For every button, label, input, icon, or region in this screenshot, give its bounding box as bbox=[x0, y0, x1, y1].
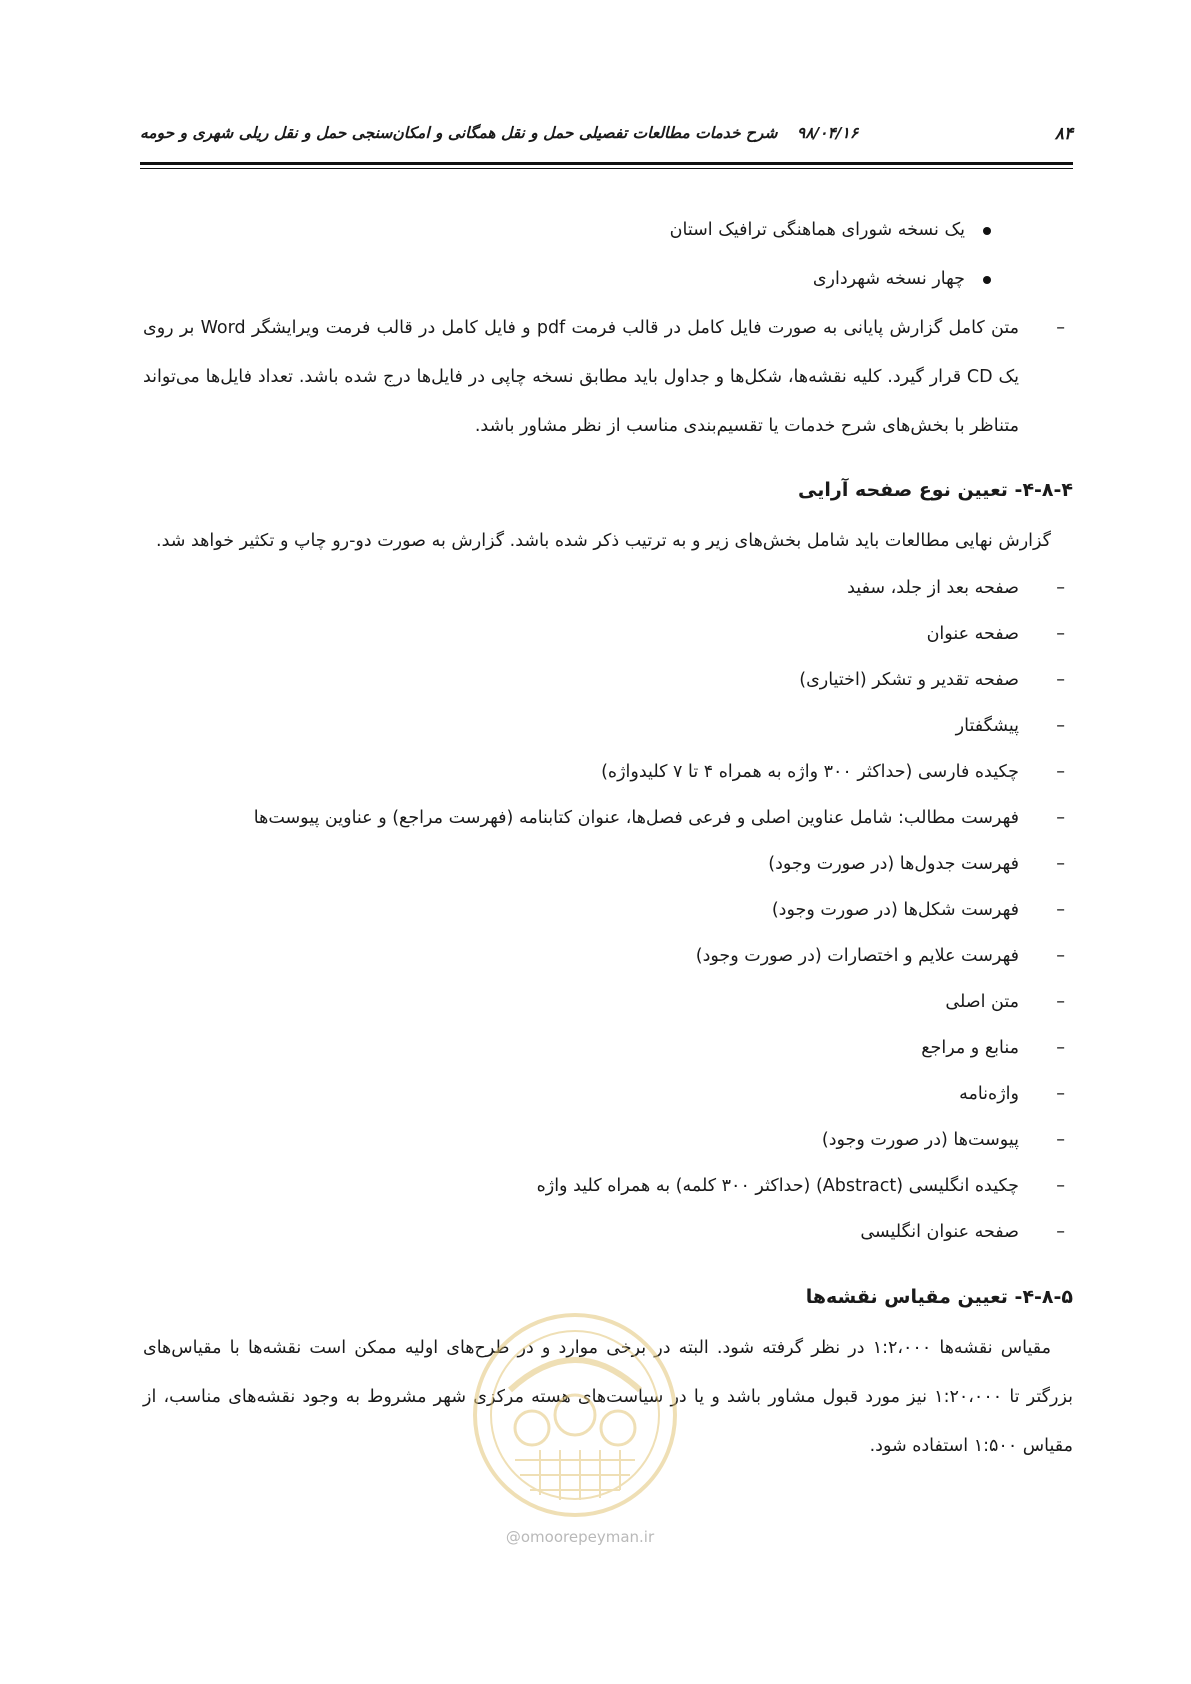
watermark-inner-ring bbox=[491, 1331, 659, 1499]
full-text-paragraph-text: متن کامل گزارش پایانی به صورت فایل کامل در قالب فرمت pdf و فایل کامل در قالب فرمت ویرایشگر Word بر روی یک CD قرار گیرد. کلیه نقشه‌ها، شکل‌ها و جداول باید مطابق نسخه چاپی در فایل‌ها درج شده باشد. تعداد فایل‌ها می‌تواند متناظر با بخش‌های شرح خدمات یا تقسیم‌بندی مناسب از نظر مشاور باشد. bbox=[143, 318, 1019, 436]
bullet-list bbox=[143, 210, 1073, 308]
dash-marker: – bbox=[1056, 762, 1065, 782]
watermark-emblem-right bbox=[601, 1411, 635, 1445]
header-title: شرح خدمات مطالعات تفصیلی حمل و نقل همگانی و امکان‌سنجی حمل و نقل ریلی شهری و حومه bbox=[140, 124, 778, 142]
watermark-arc bbox=[510, 1360, 640, 1390]
list-item bbox=[143, 1028, 1065, 1074]
section-intro-paragraph: گزارش نهایی مطالعات باید شامل بخش‌های زیر و به ترتیب ذکر شده باشد. گزارش به صورت دو-رو چاپ و تکثیر خواهد شد. bbox=[156, 531, 1051, 551]
header-date: ۹۸/۰۴/۱۶ bbox=[796, 124, 859, 142]
bullet-icon bbox=[983, 227, 991, 235]
header-title-line bbox=[140, 124, 858, 142]
list-item-text: صفحه تقدیر و تشکر (اختیاری) bbox=[799, 670, 1019, 690]
list-item-text: فهرست علایم و اختصارات (در صورت وجود) bbox=[695, 946, 1019, 966]
dash-marker: – bbox=[1056, 1130, 1065, 1150]
watermark-emblem-left bbox=[515, 1411, 549, 1445]
dash-marker: – bbox=[1056, 716, 1065, 736]
section-heading-4-8-4: ۴-۸-۴- تعیین نوع صفحه آرایی bbox=[798, 479, 1073, 501]
main-content bbox=[143, 210, 1073, 1471]
list-item-text: واژه‌نامه bbox=[959, 1084, 1019, 1104]
list-item-text: پیوست‌ها (در صورت وجود) bbox=[821, 1130, 1019, 1150]
header-rule-thin bbox=[140, 168, 1073, 169]
list-item bbox=[143, 936, 1065, 982]
watermark-url: @omoorepeyman.ir bbox=[505, 1528, 655, 1546]
list-item-text: صفحه عنوان انگلیسی bbox=[860, 1222, 1019, 1242]
dash-marker: – bbox=[1056, 670, 1065, 690]
map-scale-paragraph: مقیاس نقشه‌ها ۱:۲،۰۰۰ در نظر گرفته شود. البته در برخی موارد و در طرح‌های اولیه ممکن است نقشه‌ها با مقیاس‌های بزرگتر تا ۱:۲۰،۰۰۰ نیز مورد قبول مشاور باشد و یا در سیاست‌های هسته مرکزی شهر مشروط به وجود نقشه‌های مناسب، از مقیاس ۱:۵۰۰ استفاده شود. bbox=[143, 1338, 1073, 1456]
list-item bbox=[143, 798, 1065, 844]
list-item bbox=[143, 844, 1065, 890]
dash-marker: – bbox=[1056, 1038, 1065, 1058]
list-item-text: صفحه عنوان bbox=[926, 624, 1019, 644]
list-item bbox=[143, 568, 1065, 614]
header-rule-thick bbox=[140, 162, 1073, 165]
bullet-text: چهار نسخه شهرداری bbox=[812, 269, 965, 289]
bullet-text: یک نسخه شورای هماهنگی ترافیک استان bbox=[669, 220, 965, 240]
watermark-seal bbox=[470, 1310, 680, 1520]
dash-marker: – bbox=[1056, 900, 1065, 920]
watermark-emblem-center bbox=[555, 1395, 595, 1435]
list-item-text: فهرست جدول‌ها (در صورت وجود) bbox=[768, 854, 1019, 874]
dash-marker: – bbox=[1056, 946, 1065, 966]
list-item-text: فهرست مطالب: شامل عناوین اصلی و فرعی فصل‌ها، عنوان کتابنامه (فهرست مراجع) و عناوین پیوست‌ها bbox=[253, 808, 1019, 828]
bullet-item bbox=[143, 259, 965, 308]
list-item bbox=[143, 706, 1065, 752]
section-heading-4-8-5: ۴-۸-۵- تعیین مقیاس نقشه‌ها bbox=[805, 1286, 1073, 1308]
bullet-item bbox=[143, 210, 965, 259]
dash-marker: – bbox=[1056, 992, 1065, 1012]
dash-marker: – bbox=[1056, 1222, 1065, 1242]
dash-marker: – bbox=[1056, 808, 1065, 828]
dash-marker: – bbox=[1056, 624, 1065, 644]
dash-marker: – bbox=[1056, 1176, 1065, 1196]
list-item-text: صفحه بعد از جلد، سفید bbox=[847, 578, 1019, 598]
full-text-paragraph bbox=[143, 304, 1073, 451]
dash-marker: – bbox=[1056, 854, 1065, 874]
list-item bbox=[143, 1120, 1065, 1166]
list-item bbox=[143, 890, 1065, 936]
list-item-text: متن اصلی bbox=[945, 992, 1019, 1012]
bullet-icon bbox=[983, 276, 991, 284]
list-item bbox=[143, 1166, 1065, 1212]
dash-marker: – bbox=[1056, 578, 1065, 598]
list-item-text: فهرست شکل‌ها (در صورت وجود) bbox=[771, 900, 1019, 920]
list-item-text: چکیده انگلیسی (Abstract) (حداکثر ۳۰۰ کلمه) به همراه کلید واژه bbox=[536, 1176, 1019, 1196]
dash-marker: – bbox=[1056, 318, 1065, 338]
report-sections-list bbox=[143, 568, 1073, 1258]
list-item bbox=[143, 1212, 1065, 1258]
list-item bbox=[143, 982, 1065, 1028]
running-header bbox=[140, 122, 1073, 152]
dash-marker: – bbox=[1056, 1084, 1065, 1104]
list-item bbox=[143, 1074, 1065, 1120]
list-item-text: منابع و مراجع bbox=[921, 1038, 1019, 1058]
page-number: ۸۴ bbox=[1054, 124, 1073, 144]
list-item bbox=[143, 660, 1065, 706]
list-item bbox=[143, 752, 1065, 798]
list-item bbox=[143, 614, 1065, 660]
watermark-grid bbox=[515, 1450, 635, 1500]
list-item-text: پیشگفتار bbox=[955, 716, 1019, 736]
list-item-text: چکیده فارسی (حداکثر ۳۰۰ واژه به همراه ۴ تا ۷ کلیدواژه) bbox=[601, 762, 1019, 782]
watermark-outer-ring bbox=[475, 1315, 675, 1515]
